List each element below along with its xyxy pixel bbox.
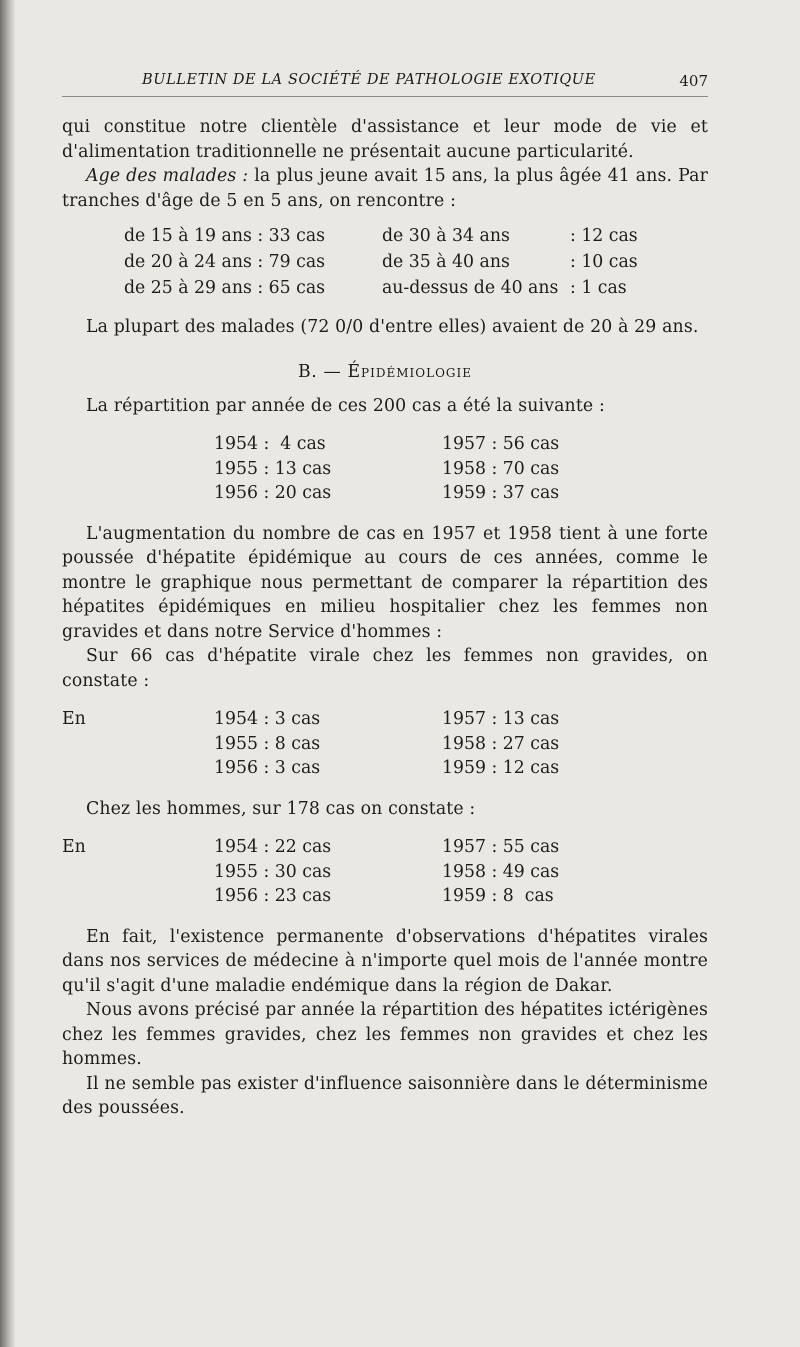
men-cases-table: [62, 835, 708, 909]
table-cell: 1957 : 56 cas: [442, 434, 560, 454]
journal-title: BULLETIN DE LA SOCIÉTÉ DE PATHOLOGIE EXOTIQUE: [142, 72, 596, 88]
table-cell: 1958 : 70 cas: [442, 458, 560, 479]
yearly-cases-table: [62, 432, 708, 506]
table-row: [124, 249, 708, 275]
table-cell: 1956 : 23 cas: [214, 886, 332, 906]
age-cell-mid: de 30 à 34 ans: [382, 226, 510, 246]
running-header: [62, 68, 708, 97]
age-cell-left: de 20 à 24 ans : 79 cas: [124, 252, 325, 272]
table-cell: 1955 : 8 cas: [214, 733, 321, 754]
table-column-left: [214, 707, 442, 781]
table-column-left: [214, 835, 442, 909]
women-cases-table: [62, 707, 708, 781]
women-intro: Sur 66 cas d'hépatite virale chez les femmes non gravides, on constate :: [62, 646, 708, 691]
section-title: Épidémiologie: [347, 361, 473, 382]
book-spine-shadow: [0, 0, 16, 1347]
repartition-intro: La répartition par année de ces 200 cas a été la suivante :: [86, 395, 605, 416]
journal-page: [62, 68, 708, 1121]
table-column-right: [442, 707, 670, 781]
table-cell: 1954 : 22 cas: [214, 837, 332, 857]
age-cell-right: : 12 cas: [570, 226, 638, 246]
conclusion-paragraph: Nous avons précisé par année la répartition des hépatites ictérigènes chez les femmes gravides, chez les femmes non gravides et chez les hommes.: [62, 1000, 708, 1069]
table-cell: 1954 : 3 cas: [214, 709, 321, 729]
section-heading: [62, 362, 708, 382]
table-cell: 1958 : 27 cas: [442, 733, 560, 754]
age-paragraph: [62, 164, 708, 213]
table-cell: 1956 : 3 cas: [214, 758, 321, 778]
table-cell: 1955 : 30 cas: [214, 861, 332, 882]
table-cell: 1957 : 13 cas: [442, 709, 560, 729]
table-cell: 1958 : 49 cas: [442, 861, 560, 882]
age-label: Age des malades :: [86, 166, 249, 186]
conclusion-paragraph: En fait, l'existence permanente d'observations d'hépatites virales dans nos services de médecine à n'importe quel mois de l'année montre qu'il s'agit d'une maladie endémique dans la région de Dakar.: [62, 926, 708, 996]
age-cell-left: de 25 à 29 ans : 65 cas: [124, 278, 325, 298]
table-column-left: [214, 432, 442, 506]
age-cell-left: de 15 à 19 ans : 33 cas: [124, 226, 325, 246]
table-label: En: [62, 709, 86, 729]
table-label: En: [62, 837, 86, 857]
table-cell: 1955 : 13 cas: [214, 458, 332, 479]
table-row: [124, 223, 708, 249]
age-distribution-table: [124, 223, 708, 301]
table-cell: 1954 : 4 cas: [214, 434, 326, 454]
augmentation-paragraph: L'augmentation du nombre de cas en 1957 et 1958 tient à une forte poussée d'hépatite épidémique au cours de ces années, comme le montre le graphique nous permettant de comparer la répartition des hépatites épidémiques en milieu hospitalier chez les femmes non gravides et dans notre Service d'hommes :: [62, 523, 708, 642]
conclusion-paragraph: Il ne semble pas exister d'influence saisonnière dans le déterminisme des poussées.: [62, 1073, 708, 1118]
page-number: 407: [679, 72, 708, 90]
age-summary: La plupart des malades (72 0/0 d'entre elles) avaient de 20 à 29 ans.: [86, 317, 699, 337]
table-cell: 1959 : 8 cas: [442, 886, 554, 906]
men-intro: Chez les hommes, sur 178 cas on constate :: [86, 798, 476, 819]
section-prefix: B. —: [297, 361, 348, 382]
table-cell: 1957 : 55 cas: [442, 837, 560, 857]
table-column-right: [442, 835, 670, 909]
table-cell: 1956 : 20 cas: [214, 483, 332, 503]
age-cell-right: : 1 cas: [570, 278, 627, 298]
age-cell-right: : 10 cas: [570, 252, 638, 272]
age-text: la plus jeune avait 15 ans, la plus âgée 41 ans. Par tranches d'âge de 5 en 5 ans, on rencontre :: [62, 166, 708, 211]
age-cell-mid: au-dessus de 40 ans: [382, 278, 559, 298]
table-column-right: [442, 432, 670, 506]
table-cell: 1959 : 37 cas: [442, 483, 560, 503]
age-cell-mid: de 35 à 40 ans: [382, 252, 510, 272]
table-cell: 1959 : 12 cas: [442, 758, 560, 778]
table-row: [124, 275, 708, 301]
intro-paragraph: qui constitue notre clientèle d'assistance et leur mode de vie et d'alimentation traditionnelle ne présentait aucune particularité.: [62, 117, 708, 162]
